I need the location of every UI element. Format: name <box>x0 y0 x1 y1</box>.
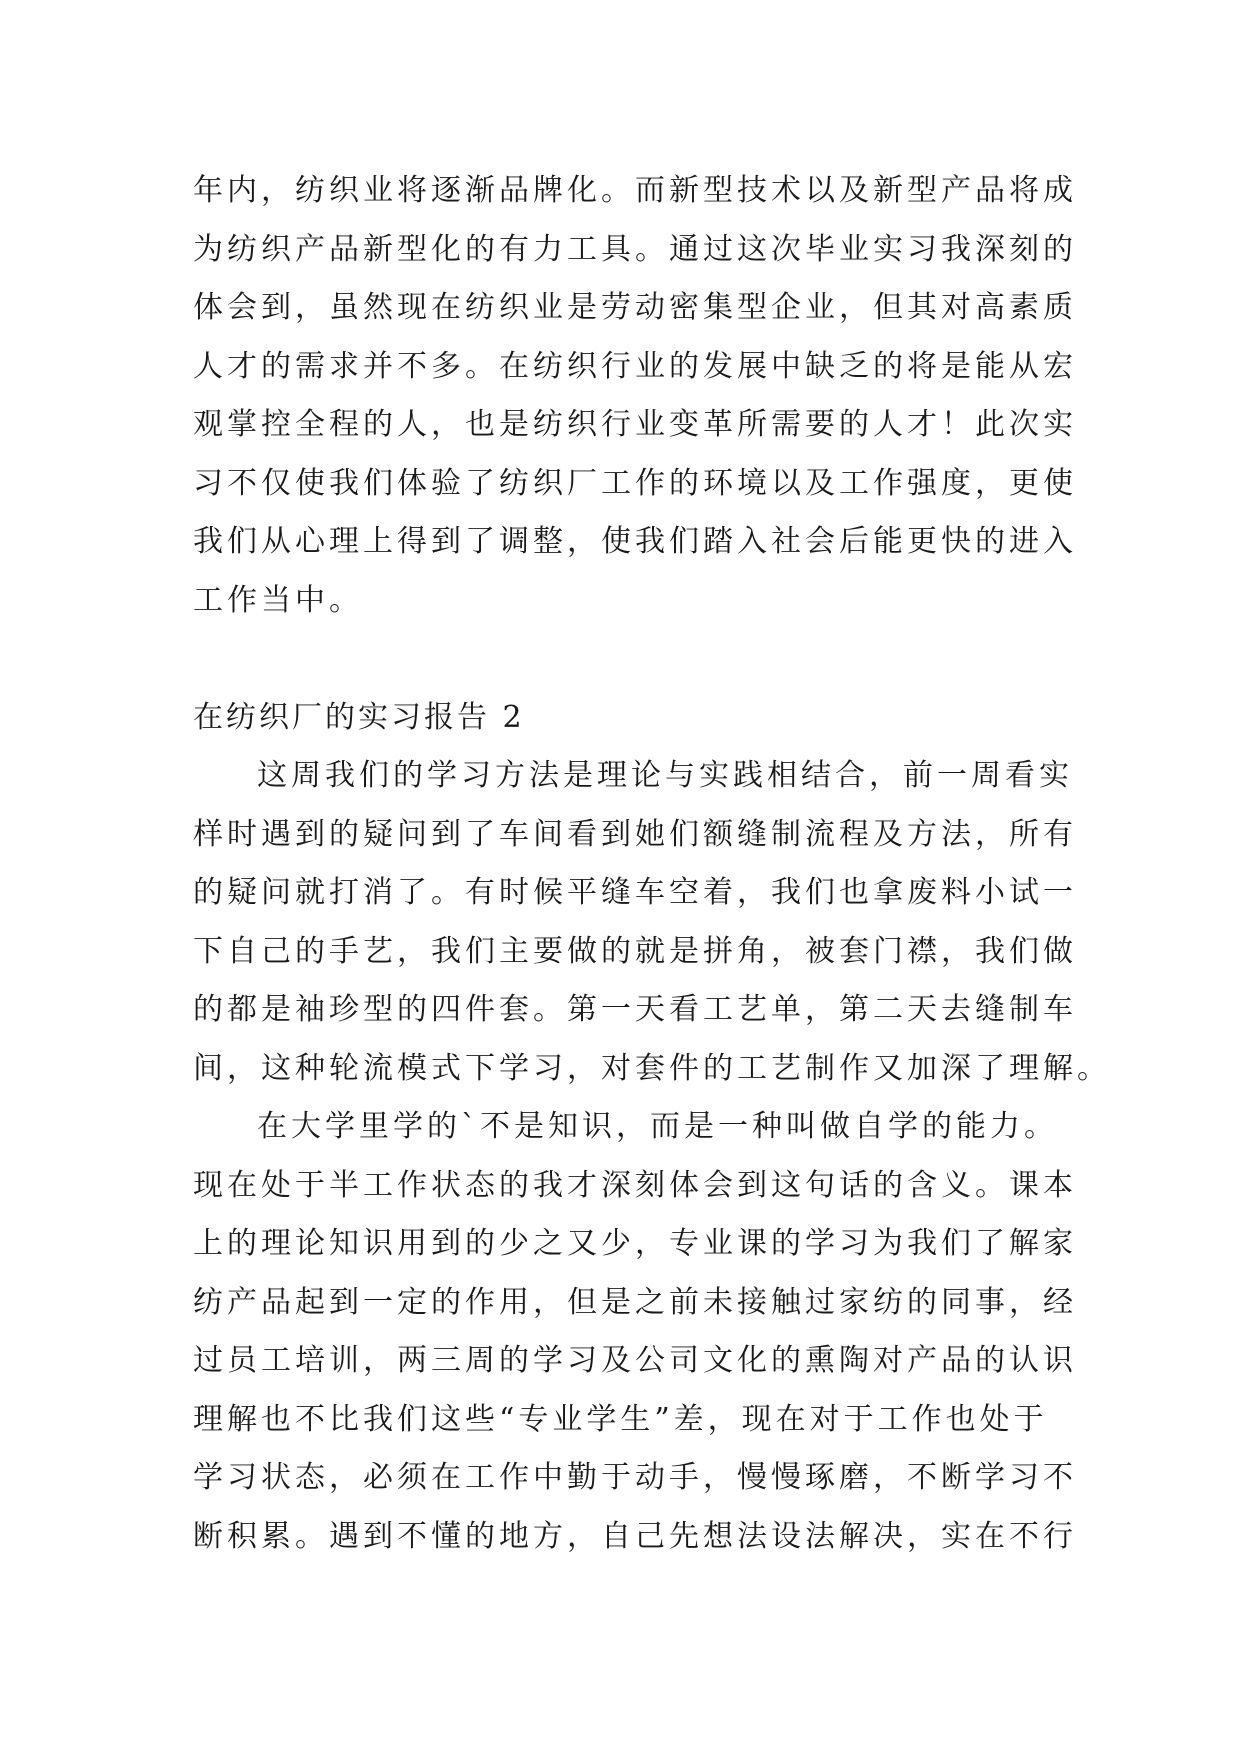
text-line: 我们从心理上得到了调整，使我们踏入社会后能更快的进入 <box>193 524 1077 559</box>
paragraph-3 <box>193 1098 1077 1566</box>
text-line: 年内，纺织业将逐渐品牌化。而新型技术以及新型产品将成 <box>193 173 1077 208</box>
text-line: 体会到，虽然现在纺织业是劳动密集型企业，但其对高素质 <box>193 290 1077 325</box>
text-line: 间，这种轮流模式下学习，对套件的工艺制作又加深了理解。 <box>193 1050 1111 1086</box>
paragraph-spacer <box>193 630 1053 689</box>
text-line: 理解也不比我们这些“专业学生”差，现在对于工作也处于 <box>193 1401 1048 1437</box>
text-line: 现在处于半工作状态的我才深刻体会到这句话的含义。课本 <box>193 1167 1077 1203</box>
text-line: 下自己的手艺，我们主要做的就是拼角，被套门襟，我们做 <box>193 933 1077 969</box>
document-body <box>193 162 1111 1566</box>
text-line: 习不仅使我们体验了纺织厂工作的环境以及工作强度，更使 <box>193 465 1077 501</box>
text-line: 在大学里学的`不是知识，而是一种叫做自学的能力。 <box>257 1109 1058 1144</box>
text-line: 观掌控全程的人，也是纺织行业变革所需要的人才！此次实 <box>193 407 1077 442</box>
paragraph-2 <box>193 747 1111 1098</box>
text-line: 样时遇到的疑问到了车间看到她们额缝制流程及方法，所有 <box>193 816 1077 852</box>
text-line: 的都是袖珍型的四件套。第一天看工艺单，第二天去缝制车 <box>193 992 1077 1027</box>
text-line: 的疑问就打消了。有时候平缝车空着，我们也拿废料小试一 <box>193 875 1077 910</box>
text-line: 为纺织产品新型化的有力工具。通过这次毕业实习我深刻的 <box>193 231 1077 267</box>
text-line: 这周我们的学习方法是理论与实践相结合，前一周看实 <box>257 758 1073 793</box>
text-line: 过员工培训，两三周的学习及公司文化的熏陶对产品的认识 <box>193 1343 1077 1378</box>
text-line: 工作当中。 <box>193 582 363 618</box>
paragraph-1 <box>193 162 1077 630</box>
section-title: 在纺织厂的实习报告 2 <box>193 699 525 735</box>
text-line: 人才的需求并不多。在纺织行业的发展中缺乏的将是能从宏 <box>193 348 1077 384</box>
text-line: 断积累。遇到不懂的地方，自己先想法设法解决，实在不行 <box>193 1518 1077 1554</box>
text-line: 纺产品起到一定的作用，但是之前未接触过家纺的同事，经 <box>193 1284 1077 1320</box>
text-line: 学习状态，必须在工作中勤于动手，慢慢琢磨，不断学习不 <box>193 1460 1077 1495</box>
text-line: 上的理论知识用到的少之又少，专业课的学习为我们了解家 <box>193 1226 1077 1261</box>
